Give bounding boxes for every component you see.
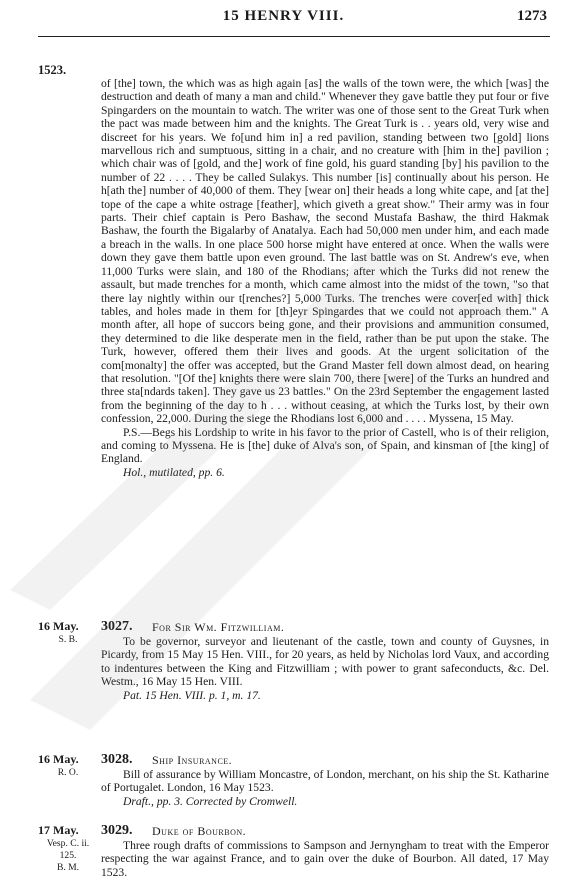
entry-date: 16 May. bbox=[38, 619, 79, 633]
reference-line: 125. bbox=[59, 850, 77, 861]
entry-title: Duke of Bourbon. bbox=[152, 824, 247, 838]
entry-source: Pat. 15 Hen. VIII. p. 1, m. 17. bbox=[123, 688, 261, 702]
entry-number: 3029. bbox=[101, 823, 133, 838]
entry-title: Ship Insurance. bbox=[152, 753, 233, 767]
entry-number: 3027. bbox=[101, 619, 133, 634]
entry-reference bbox=[38, 634, 98, 646]
entry-body bbox=[101, 768, 549, 808]
header-rule bbox=[38, 36, 550, 37]
entry-body bbox=[101, 839, 549, 879]
reference-line: Vesp. C. ii. bbox=[46, 838, 90, 849]
continued-letter bbox=[101, 77, 549, 479]
page-number: 1273 bbox=[517, 8, 547, 24]
letter-paragraph: of [the] town, the which was as high again [as] the walls of the town were, the which [was] the destruction and death of many a man and child." Whenever they gave battle they put four or five Spingarders on the mountain to watch. The writer was one of those sent to the Great Turk when the pact was made between him and the knights. The Great Turk is . . years old, very wise and discreet for his years. We fo[und him in] a red pavilion, standing between two [gold] lions marvellous rich and sumptuous, sitting in a chair, and no creature with [him in the] pavilion ; which chair was of [gold, and the] work of fine gold, his guard standing [by] his pavilion to the number of 22 . . . . They be called Sulakys. This number [is] continually about his person. He h[ath the] number of 40,000 of them. They [wear on] their heads a long white cape, and [at the] tope of the cape a white ostrage [feather], which giveth a great show." Their army was in four parts. Their chief captain is Pero Bashaw, the second Mustafa Bashaw, the third Hakmak Bashaw, the fourth the Bigalarby of Anatalya. Each had 50,000 men under him, and each made a breach in the walls. In one place 500 horse might have entered at once. When the walls were down they gave them battle upon even ground. The last battle was on St. Andrew's eve, when 11,000 Turks were slain, and 180 of the Rhodians; after which the Turks did not renew the assault, but made trenches for a month, which came almost into the midst of the town, "so that there lay nightly within our t[renches?] 5,000 Turks. The trenches were cover[ed with] thick tables, and holes made in them for [th]eyr Spingardes that we could not approach them." A month after, all hope of succors being gone, and their provisions and ammunition consumed, they determined to die like desperate men in the field, rather than be put upon the stake. The Turk, however, offered them their lives and goods. At the urgent solicitation of the com[monalty] the offer was accepted, but the Grand Master fell down almost dead, on hearing that resolution. "[Of the] knights there were slain 700, there [were] of the Turks an hundred and three sta[ndards taken]. They gave us 23 battles." On the 23rd September the engagement lasted from the beginning of the day to h . . . without ceasing, at which the Turks lost, by their own confession, 22,000. During the siege the Rhodians lost 6,000 and . . . . Myssena, 15 May. bbox=[101, 77, 549, 426]
source-note: Hol., mutilated, pp. 6. bbox=[123, 465, 225, 479]
entry-date: 16 May. bbox=[38, 752, 79, 766]
entry-date: 17 May. bbox=[38, 823, 79, 837]
entry-source: Draft., pp. 3. Corrected by Cromwell. bbox=[123, 794, 298, 808]
reference-line: B. M. bbox=[56, 862, 80, 873]
entry-text: Three rough drafts of commissions to Sampson and Jernyngham to treat with the Emperor respecting the war against France, and to gain over the duke of Bourbon. All dated, 17 May 1523. bbox=[101, 839, 549, 879]
page-header bbox=[0, 8, 567, 34]
margin-year: 1523. bbox=[38, 63, 67, 77]
reference-line: R. O. bbox=[57, 767, 79, 778]
running-title: 15 HENRY VIII. bbox=[222, 8, 345, 24]
postscript-paragraph: P.S.—Begs his Lordship to write in his favor to the prior of Castell, who is of their religion, and coming to Myssena. He is [the] duke of Alva's son, of Spain, and kinsman of [the king] of England. bbox=[101, 425, 549, 466]
entry-reference bbox=[38, 838, 98, 874]
entry-reference bbox=[38, 767, 98, 779]
entry-body bbox=[101, 635, 549, 702]
entry-number: 3028. bbox=[101, 752, 133, 767]
entry-title: For Sir Wm. Fitzwilliam. bbox=[152, 620, 285, 634]
reference-line: S. B. bbox=[58, 634, 78, 645]
entry-text: Bill of assurance by William Moncastre, of London, merchant, on his ship the St. Katharine of Portugalet. London, 16 May 1523. bbox=[101, 768, 549, 795]
entry-text: To be governor, surveyor and lieutenant of the castle, town and county of Guysnes, in Picardy, from 15 May 15 Hen. VIII., for 20 years, as held by Nicholas lord Vaux, and according to indentures between the King and Fitzwilliam ; with power to grant safeconducts, &c. Del. Westm., 16 May 15 Hen. VIII. bbox=[101, 635, 549, 689]
